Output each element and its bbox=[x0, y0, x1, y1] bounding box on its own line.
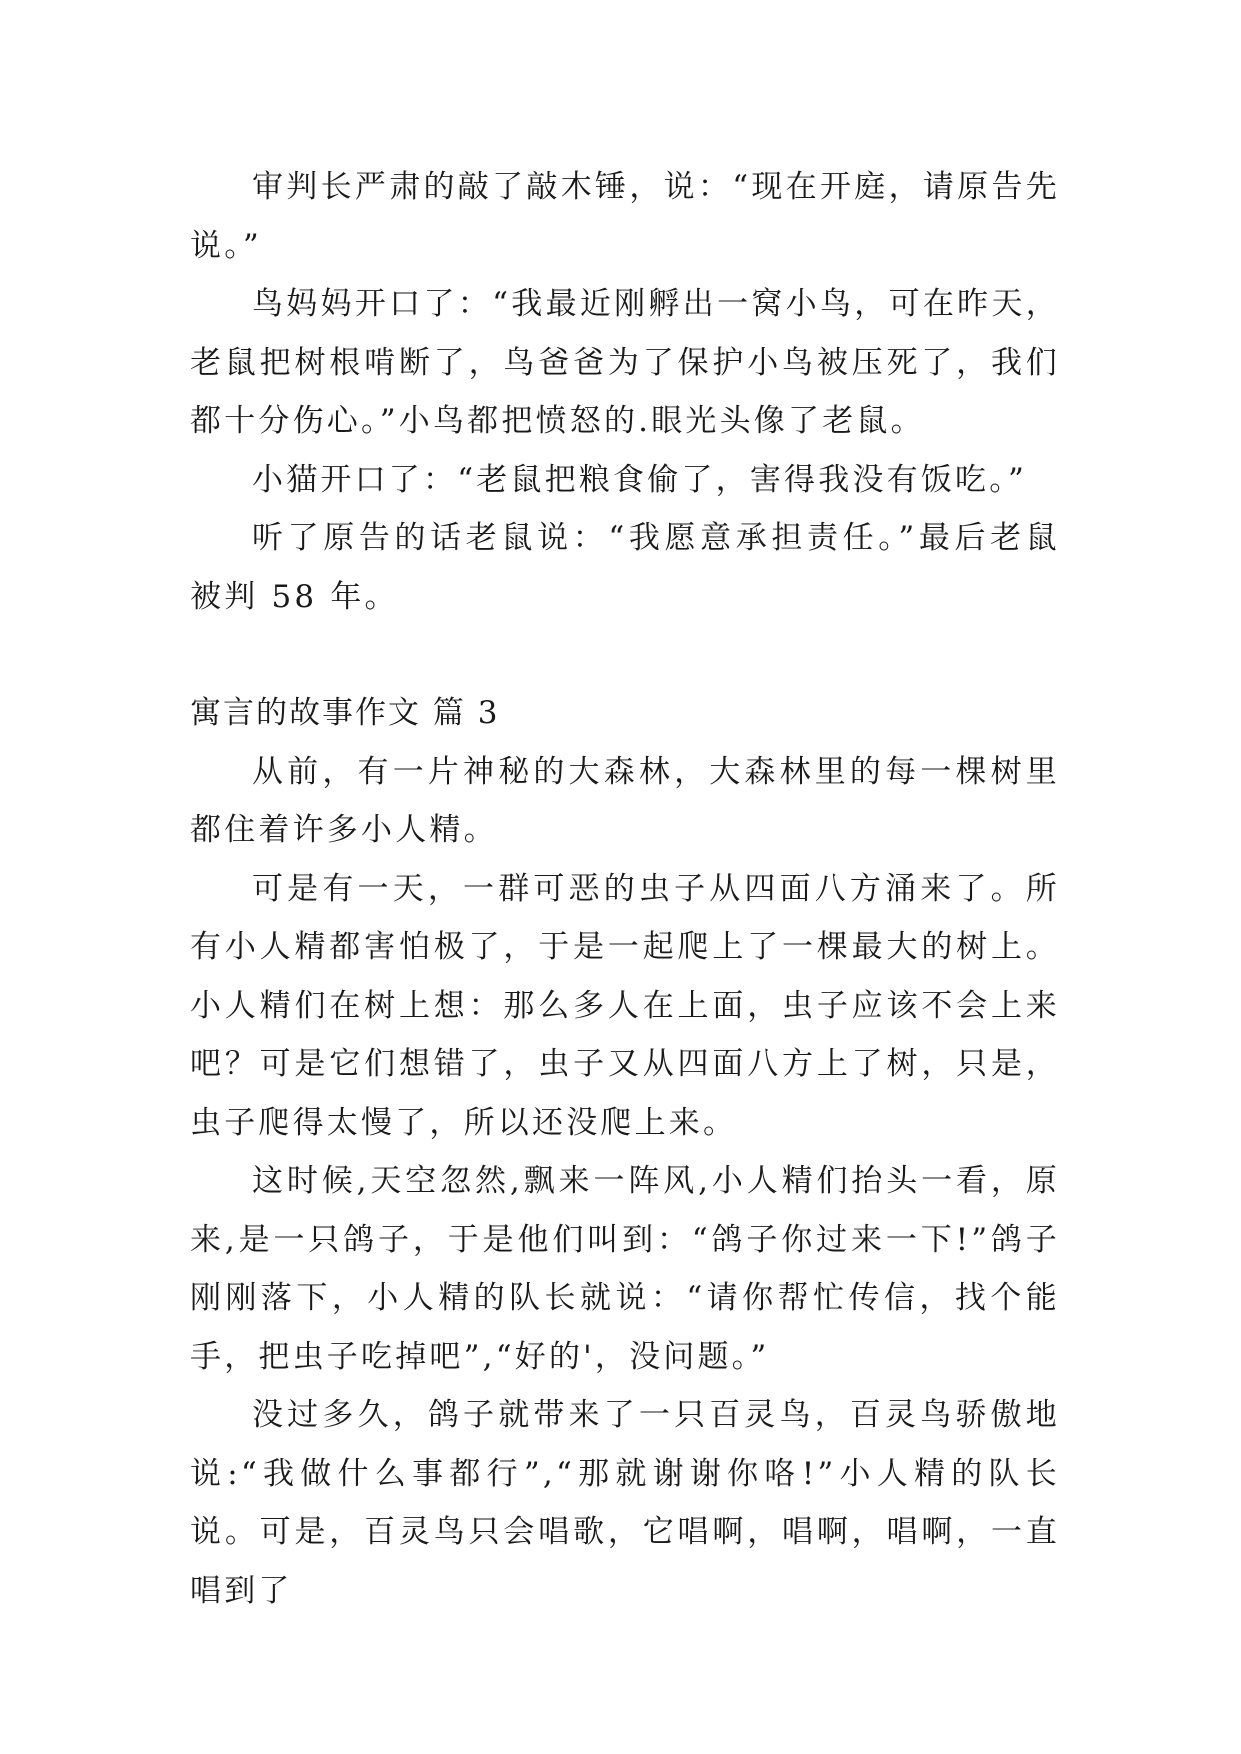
paragraph: 可是有一天，一群可恶的虫子从四面八方涌来了。所有小人精都害怕极了，于是一起爬上了一棵最大的树上。小人精们在树上想：那么多人在上面，虫子应该不会上来吧？可是它们想错了，虫子又从四面八方上了树，只是，虫子爬得太慢了，所以还没爬上来。 bbox=[190, 870, 1060, 1141]
section-heading-number: 篇 3 bbox=[432, 695, 500, 731]
section-heading-title: 寓言的故事作文 bbox=[190, 695, 421, 731]
paragraph: 小猫开口了：“老鼠把粮食偷了，害得我没有饭吃。” bbox=[252, 461, 1027, 498]
paragraph: 这时候,天空忽然,飘来一阵风,小人精们抬头一看，原来,是一只鸽子，于是他们叫到：“鸽子你过来一下!”鸽子刚刚落下，小人精的队长就说：“请你帮忙传信，找个能手，把虫子吃掉吧”,“好的'，没问题。” bbox=[190, 1163, 1060, 1375]
section-heading bbox=[190, 684, 1060, 743]
paragraph: 从前，有一片神秘的大森林，大森林里的每一棵树里都住着许多小人精。 bbox=[190, 753, 1060, 848]
paragraph: 审判长严肃的敲了敲木锤，说：“现在开庭，请原告先说。” bbox=[190, 169, 1060, 264]
document-body bbox=[190, 158, 1060, 1620]
paragraph: 鸟妈妈开口了：“我最近刚孵出一窝小鸟，可在昨天，老鼠把树根啃断了，鸟爸爸为了保护小鸟被压死了，我们都十分伤心。”小鸟都把愤怒的.眼光头像了老鼠。 bbox=[190, 286, 1060, 439]
paragraph: 没过多久，鸽子就带来了一只百灵鸟，百灵鸟骄傲地说:“我做什么事都行”,“那就谢谢你咯!”小人精的队长说。可是，百灵鸟只会唱歌，它唱啊，唱啊，唱啊，一直唱到了 bbox=[190, 1397, 1060, 1609]
paragraph: 听了原告的话老鼠说：“我愿意承担责任。”最后老鼠被判 58 年。 bbox=[190, 520, 1060, 615]
